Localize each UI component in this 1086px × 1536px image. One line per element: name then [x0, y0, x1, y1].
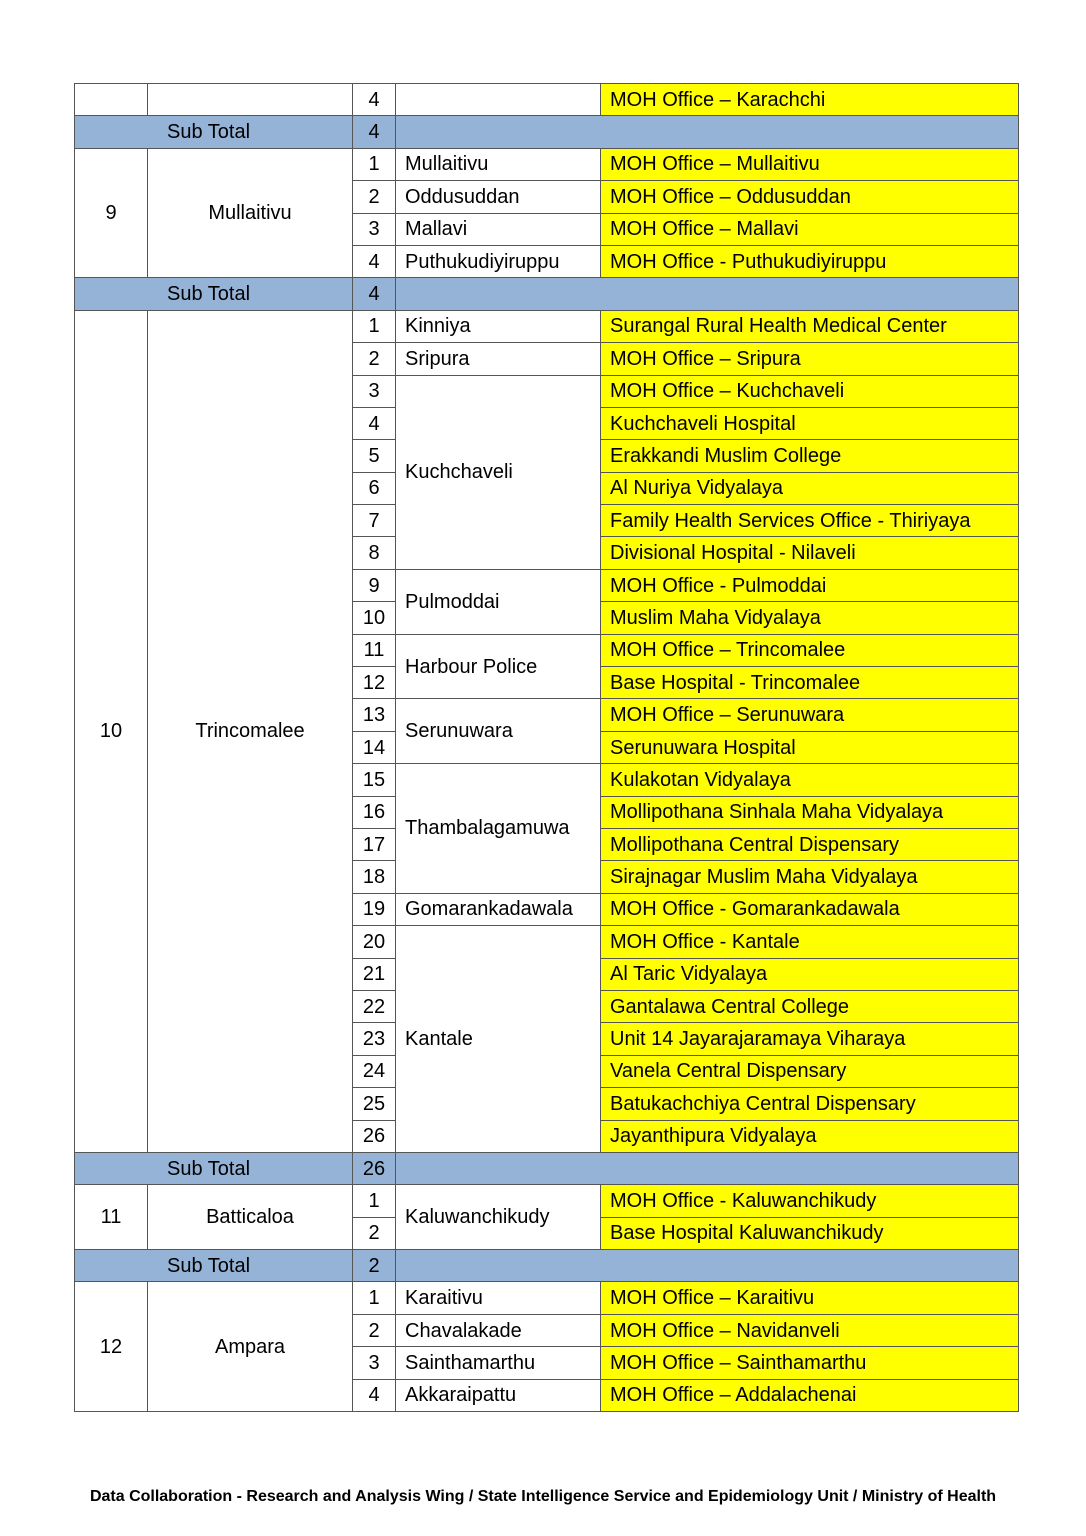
location-name: MOH Office – Karachchi: [601, 84, 1019, 116]
row-index: 26: [353, 1120, 396, 1152]
location-name: MOH Office – Trincomalee: [601, 634, 1019, 666]
row-index: 24: [353, 1055, 396, 1087]
subtotal-row: [75, 1152, 1019, 1184]
row-index: 14: [353, 731, 396, 763]
district-number: 10: [75, 310, 148, 1152]
location-name: Gantalawa Central College: [601, 990, 1019, 1022]
row-index: 9: [353, 569, 396, 601]
subtotal-row: [75, 278, 1019, 310]
row-index: 17: [353, 828, 396, 860]
area-name: [396, 84, 601, 116]
subtotal-count: 26: [353, 1152, 396, 1184]
location-name: Mollipothana Sinhala Maha Vidyalaya: [601, 796, 1019, 828]
page-footer: Data Collaboration - Research and Analysis Wing / State Intelligence Service and Epidemiology Unit / Ministry of Health: [89, 1488, 997, 1505]
location-name: Batukachchiya Central Dispensary: [601, 1088, 1019, 1120]
row-index: 7: [353, 505, 396, 537]
row-index: 2: [353, 343, 396, 375]
area-name: Mallavi: [396, 213, 601, 245]
subtotal-blank: [396, 1152, 1019, 1184]
row-index: 4: [353, 84, 396, 116]
row-index: 22: [353, 990, 396, 1022]
row-index: 1: [353, 310, 396, 342]
district-number: [75, 84, 148, 116]
location-name: Kulakotan Vidyalaya: [601, 764, 1019, 796]
row-index: 21: [353, 958, 396, 990]
location-name: Kuchchaveli Hospital: [601, 407, 1019, 439]
subtotal-label: Sub Total: [75, 278, 353, 310]
location-name: Base Hospital Kaluwanchikudy: [601, 1217, 1019, 1249]
location-name: Sirajnagar Muslim Maha Vidyalaya: [601, 861, 1019, 893]
area-name: Kinniya: [396, 310, 601, 342]
subtotal-blank: [396, 278, 1019, 310]
area-name: Thambalagamuwa: [396, 764, 601, 894]
district-name: Mullaitivu: [148, 148, 353, 278]
row-index: 3: [353, 375, 396, 407]
row-index: 1: [353, 1185, 396, 1217]
row-index: 23: [353, 1023, 396, 1055]
location-name: MOH Office – Oddusuddan: [601, 181, 1019, 213]
area-name: Kantale: [396, 926, 601, 1153]
row-index: 13: [353, 699, 396, 731]
location-name: Jayanthipura Vidyalaya: [601, 1120, 1019, 1152]
location-name: Base Hospital - Trincomalee: [601, 667, 1019, 699]
area-name: Serunuwara: [396, 699, 601, 764]
area-name: Sainthamarthu: [396, 1347, 601, 1379]
subtotal-blank: [396, 116, 1019, 148]
row-index: 5: [353, 440, 396, 472]
subtotal-label: Sub Total: [75, 1250, 353, 1282]
location-name: Vanela Central Dispensary: [601, 1055, 1019, 1087]
area-name: Puthukudiyiruppu: [396, 245, 601, 277]
location-name: Mollipothana Central Dispensary: [601, 828, 1019, 860]
area-name: Kuchchaveli: [396, 375, 601, 569]
location-name: MOH Office – Sripura: [601, 343, 1019, 375]
row-index: 11: [353, 634, 396, 666]
location-name: Al Taric Vidyalaya: [601, 958, 1019, 990]
district-name: [148, 84, 353, 116]
row-index: 4: [353, 407, 396, 439]
location-name: MOH Office – Karaitivu: [601, 1282, 1019, 1314]
location-name: Family Health Services Office - Thiriyaya: [601, 505, 1019, 537]
row-index: 19: [353, 893, 396, 925]
location-name: Surangal Rural Health Medical Center: [601, 310, 1019, 342]
row-index: 8: [353, 537, 396, 569]
area-name: Pulmoddai: [396, 569, 601, 634]
location-name: MOH Office – Addalachenai: [601, 1379, 1019, 1411]
locations-table: [74, 83, 1019, 1412]
location-name: Divisional Hospital - Nilaveli: [601, 537, 1019, 569]
row-index: 16: [353, 796, 396, 828]
location-name: Muslim Maha Vidyalaya: [601, 602, 1019, 634]
subtotal-count: 4: [353, 278, 396, 310]
location-name: MOH Office - Kaluwanchikudy: [601, 1185, 1019, 1217]
subtotal-row: [75, 116, 1019, 148]
row-index: 4: [353, 1379, 396, 1411]
row-index: 10: [353, 602, 396, 634]
district-name: Ampara: [148, 1282, 353, 1412]
location-name: MOH Office - Puthukudiyiruppu: [601, 245, 1019, 277]
area-name: Akkaraipattu: [396, 1379, 601, 1411]
subtotal-count: 2: [353, 1250, 396, 1282]
row-index: 20: [353, 926, 396, 958]
subtotal-label: Sub Total: [75, 116, 353, 148]
row-index: 3: [353, 1347, 396, 1379]
location-name: Al Nuriya Vidyalaya: [601, 472, 1019, 504]
row-index: 3: [353, 213, 396, 245]
location-name: Erakkandi Muslim College: [601, 440, 1019, 472]
location-name: Serunuwara Hospital: [601, 731, 1019, 763]
location-name: MOH Office – Kuchchaveli: [601, 375, 1019, 407]
area-name: Harbour Police: [396, 634, 601, 699]
row-index: 18: [353, 861, 396, 893]
subtotal-label: Sub Total: [75, 1152, 353, 1184]
location-name: MOH Office – Sainthamarthu: [601, 1347, 1019, 1379]
table-row: [75, 310, 1019, 342]
row-index: 4: [353, 245, 396, 277]
location-name: MOH Office – Navidanveli: [601, 1314, 1019, 1346]
location-name: Unit 14 Jayarajaramaya Viharaya: [601, 1023, 1019, 1055]
subtotal-count: 4: [353, 116, 396, 148]
location-name: MOH Office - Gomarankadawala: [601, 893, 1019, 925]
district-number: 11: [75, 1185, 148, 1250]
area-name: Gomarankadawala: [396, 893, 601, 925]
row-index: 1: [353, 1282, 396, 1314]
area-name: Mullaitivu: [396, 148, 601, 180]
row-index: 15: [353, 764, 396, 796]
row-index: 12: [353, 667, 396, 699]
area-name: Sripura: [396, 343, 601, 375]
table-row: [75, 1282, 1019, 1314]
location-name: MOH Office – Mullaitivu: [601, 148, 1019, 180]
table-row: [75, 148, 1019, 180]
row-index: 2: [353, 1217, 396, 1249]
table-row: [75, 84, 1019, 116]
table-row: [75, 1185, 1019, 1217]
row-index: 25: [353, 1088, 396, 1120]
district-name: Batticaloa: [148, 1185, 353, 1250]
row-index: 2: [353, 1314, 396, 1346]
row-index: 6: [353, 472, 396, 504]
row-index: 1: [353, 148, 396, 180]
subtotal-blank: [396, 1250, 1019, 1282]
area-name: Karaitivu: [396, 1282, 601, 1314]
area-name: Oddusuddan: [396, 181, 601, 213]
district-name: Trincomalee: [148, 310, 353, 1152]
location-name: MOH Office - Pulmoddai: [601, 569, 1019, 601]
district-number: 12: [75, 1282, 148, 1412]
area-name: Chavalakade: [396, 1314, 601, 1346]
row-index: 2: [353, 181, 396, 213]
location-name: MOH Office - Kantale: [601, 926, 1019, 958]
district-number: 9: [75, 148, 148, 278]
location-name: MOH Office – Mallavi: [601, 213, 1019, 245]
area-name: Kaluwanchikudy: [396, 1185, 601, 1250]
subtotal-row: [75, 1250, 1019, 1282]
location-name: MOH Office – Serunuwara: [601, 699, 1019, 731]
